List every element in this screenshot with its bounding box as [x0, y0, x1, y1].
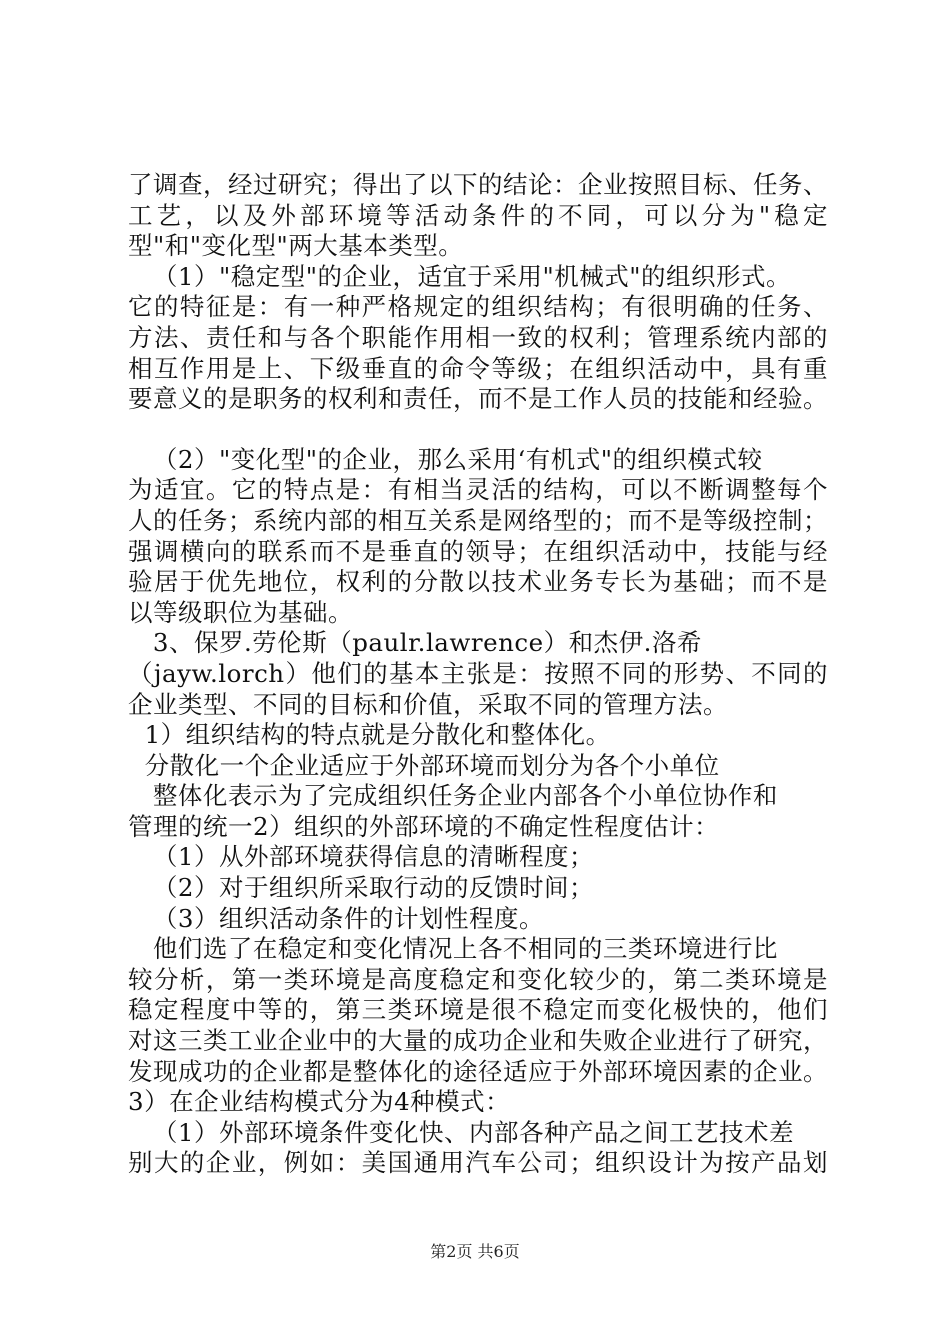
text-line: （2）对于组织所采取行动的反馈时间；: [128, 873, 594, 903]
text-line: 分散化一个企业适应于外部环境而划分为各个小单位: [128, 750, 720, 780]
text-line: 为适宜。它的特点是：有相当灵活的结构，可以不断调整每个: [128, 475, 828, 505]
document-body: [128, 170, 828, 1179]
text-line: 它的特征是：有一种严格规定的组织结构；有很明确的任务、: [128, 292, 828, 322]
text-line: 强调横向的联系而不是垂直的领导；在组织活动中，技能与经: [128, 536, 828, 566]
text-line: （2）"变化型"的企业，那么采用‘有机式"的组织模式较: [128, 444, 763, 474]
text-line: （1）外部环境条件变化快、内部各种产品之间工艺技术差: [128, 1117, 794, 1147]
text-line: 相互作用是上、下级垂直的命令等级；在组织活动中，具有重: [128, 353, 828, 383]
text-line: （3）组织活动条件的计划性程度。: [128, 903, 544, 933]
text-line: （1）从外部环境获得信息的清晰程度；: [128, 842, 594, 872]
paragraph-gap: [128, 415, 828, 445]
text-line: 管理的统一2）组织的外部环境的不确定性程度估计：: [128, 811, 720, 841]
text-line: 1）组织结构的特点就是分散化和整体化。: [128, 720, 611, 750]
text-line: 较分析，第一类环境是高度稳定和变化较少的，第二类环境是: [128, 964, 828, 994]
text-line: 别大的企业，例如：美国通用汽车公司；组织设计为按产品划: [128, 1148, 828, 1178]
text-line: 他们选了在稳定和变化情况上各不相同的三类环境进行比: [128, 934, 778, 964]
text-line: 发现成功的企业都是整体化的途径适应于外部环境因素的企业。: [128, 1056, 828, 1086]
text-line: （jayw.lorch）他们的基本主张是：按照不同的形势、不同的: [128, 658, 828, 688]
text-line: 3）在企业结构模式分为4种模式：: [128, 1087, 511, 1117]
text-line: 方法、责任和与各个职能作用相一致的权利；管理系统内部的: [128, 322, 828, 352]
text-line: 对这三类工业企业中的大量的成功企业和失败企业进行了研究，: [128, 1026, 828, 1056]
text-line: 整体化表示为了完成组织任务企业内部各个小单位协作和: [128, 781, 778, 811]
text-line: 3、保罗.劳伦斯（paulr.lawrence）和杰伊.洛希: [128, 628, 702, 658]
text-line: 人的任务；系统内部的相互关系是网络型的；而不是等级控制；: [128, 505, 828, 535]
text-line: （1）"稳定型"的企业，适宜于采用"机械式"的组织形式。: [128, 261, 792, 291]
text-line: 企业类型、不同的目标和价值，采取不同的管理方法。: [128, 689, 728, 719]
text-line: 型"和"变化型"两大基本类型。: [128, 231, 464, 261]
text-line: 稳定程度中等的，第三类环境是很不稳定而变化极快的，他们: [128, 995, 828, 1025]
page-number-footer: 第2页 共6页: [430, 1242, 520, 1261]
text-line: 了调查，经过研究；得出了以下的结论：企业按照目标、任务、: [128, 170, 828, 199]
text-line: 验居于优先地位，权利的分散以技术业务专长为基础；而不是: [128, 567, 828, 597]
text-line: 要意义的是职务的权利和责任，而不是工作人员的技能和经验。: [128, 384, 828, 414]
text-line: 工艺，以及外部环境等活动条件的不同，可以分为"稳定: [128, 200, 828, 230]
text-line: 以等级职位为基础。: [128, 597, 353, 627]
